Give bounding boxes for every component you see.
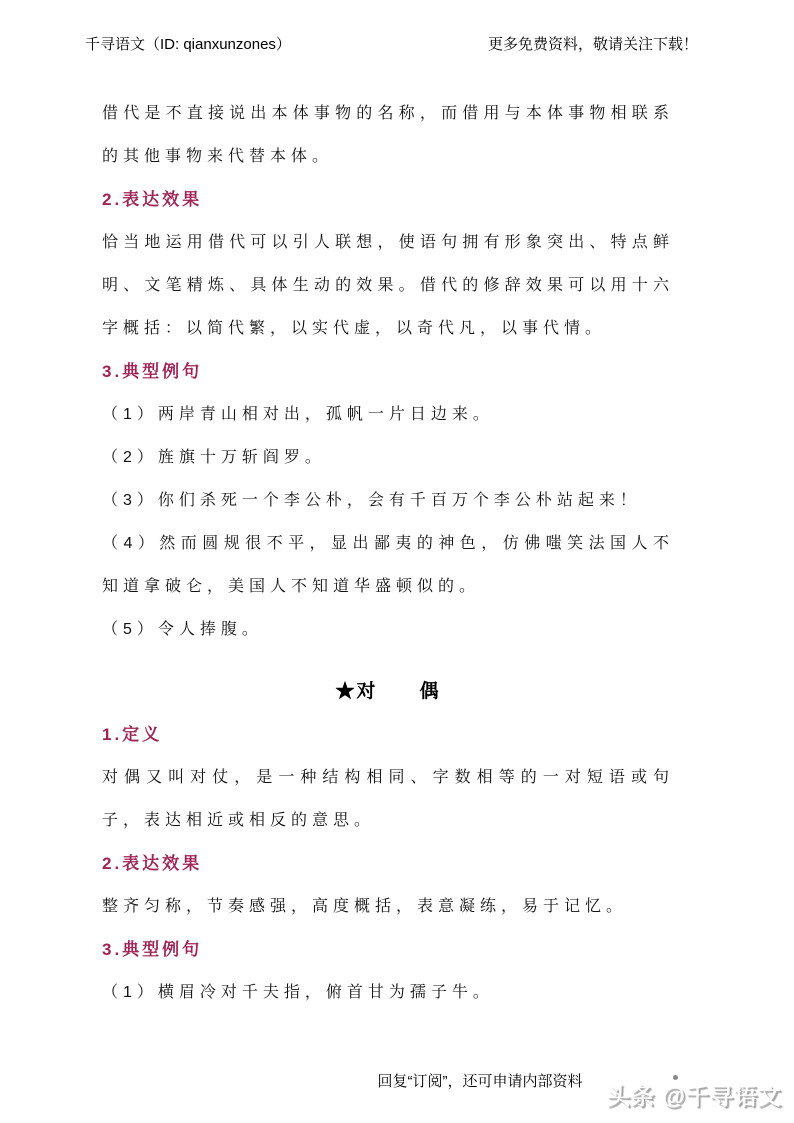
rhetoric-section-title: ★对 偶	[335, 681, 441, 702]
page-footer	[378, 1070, 583, 1091]
section-heading: 3.典型例句	[102, 940, 203, 959]
body-paragraph: 恰当地运用借代可以引人联想，使语句拥有形象突出、特点鲜明、文笔精炼、具体生动的效果。借代的修辞效果可以用十六字概括：以简代繁，以实代虚，以奇代凡，以事代情。	[102, 234, 674, 337]
section-heading: 2.表达效果	[102, 190, 203, 209]
example-line: （1）两岸青山相对出，孤帆一片日边来。	[102, 406, 494, 423]
example-line: （1）横眉冷对千夫指，俯首甘为孺子牛。	[102, 984, 494, 1001]
example-line: （2）旌旗十万斩阎罗。	[102, 449, 326, 466]
section-heading: 3.典型例句	[102, 362, 203, 381]
header-notice: 更多免费资料，敬请关注下载！	[487, 36, 698, 53]
body-paragraph: 整齐匀称，节奏感强，高度概括，表意凝练，易于记忆。	[102, 898, 628, 915]
document-content	[102, 92, 674, 1014]
example-line: （5）令人捧腹。	[102, 621, 263, 638]
example-line: （3）你们杀死一个李公朴，会有千百万个李公朴站起来！	[102, 492, 641, 509]
header-brand: 千寻语文（ID: qianxunzones）	[85, 36, 291, 53]
watermark-text: 头条 @千寻语文	[607, 1083, 782, 1109]
section-heading: 2.表达效果	[102, 854, 203, 873]
page-header	[85, 33, 698, 54]
section-heading: 1.定义	[102, 725, 163, 744]
footer-note: 回复“订阅”，还可申请内部资料	[377, 1073, 583, 1090]
body-paragraph: 对偶又叫对仗，是一种结构相同、字数相等的一对短语或句子，表达相近或相反的意思。	[102, 769, 674, 829]
watermark-dot	[673, 1075, 678, 1080]
toutiao-watermark	[607, 1078, 782, 1111]
body-paragraph: 借代是不直接说出本体事物的名称，而借用与本体事物相联系的其他事物来代替本体。	[102, 105, 674, 165]
example-line: （4）然而圆规很不平，显出鄙夷的神色，仿佛嗤笑法国人不知道拿破仑，美国人不知道华盛顿似的。	[102, 535, 674, 595]
